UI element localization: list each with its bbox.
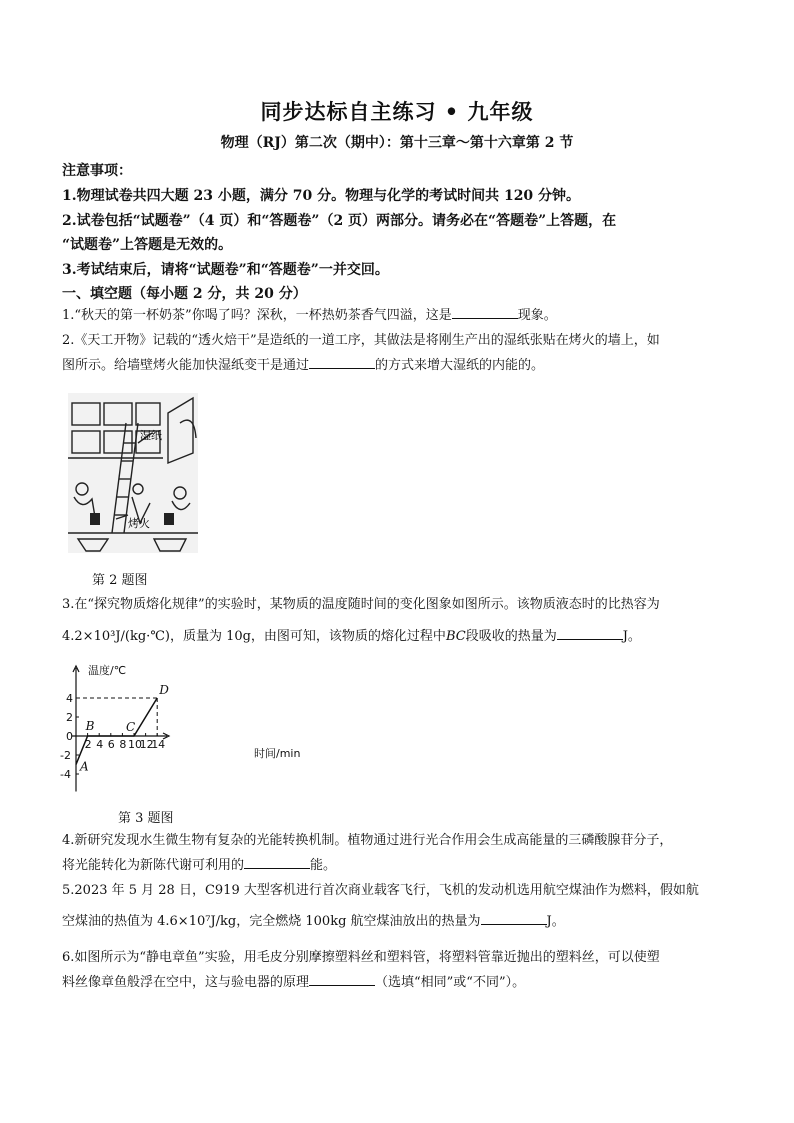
specific-heat-value: 4.2×10³J/(kg·℃) xyxy=(62,629,170,644)
chart-point-label-d: D xyxy=(159,683,169,697)
chart-x-tick-label: 14 xyxy=(151,738,166,751)
chart-point-label-c: C xyxy=(126,720,136,734)
chart-y-tick-label: -4 xyxy=(60,768,71,781)
question-1-tail: 现象。 xyxy=(517,308,557,323)
answer-blank-5[interactable] xyxy=(481,910,547,925)
chart-y-tick-label: 0 xyxy=(66,730,73,743)
chart-y-tick-label: 2 xyxy=(66,711,73,724)
question-3-tail: J。 xyxy=(622,629,641,644)
question-6-line-2 xyxy=(62,970,732,996)
question-5-text: 空煤油的热值为 4.6×10⁷J/kg，完全燃烧 100kg 航空煤油放出的热量为 xyxy=(62,914,481,929)
question-3-line-2 xyxy=(62,624,732,650)
question-4-line-2 xyxy=(62,853,732,879)
question-4-line-1: 4.新研究发现水生微生物有复杂的光能转换机制。植物通过进行光合作用会生成高能量的三磷酸腺苷分子， xyxy=(62,833,673,848)
notice-item-2: 2.试卷包括“试题卷”（4 页）和“答题卷”（2 页）两部分。请务必在“答题卷”上答题，在 xyxy=(62,213,617,229)
question-3-caption: 第 3 题图 xyxy=(118,811,174,826)
question-4-text: 将光能转化为新陈代谢可利用的 xyxy=(62,858,245,873)
notice-item-3: 3.考试结束后，请将“试题卷”和“答题卷”一并交回。 xyxy=(62,262,389,278)
question-2-figure xyxy=(68,393,198,553)
answer-blank-2[interactable] xyxy=(309,354,375,369)
section-heading: 一、填空题（每小题 2 分，共 20 分） xyxy=(62,286,307,302)
question-3-line-1: 3.在“探究物质熔化规律”的实验时，某物质的温度随时间的变化图象如图所示。该物质液态时的比热容为 xyxy=(62,597,660,612)
chart-x-tick-label: 4 xyxy=(96,738,104,751)
chart-x-tick-label: 2 xyxy=(84,738,92,751)
notice-item-1: 1.物理试卷共四大题 23 小题，满分 70 分。物理与化学的考试时间共 120 分钟。 xyxy=(62,188,581,204)
question-2-line-2 xyxy=(62,353,732,379)
chart-y-axis-label: 温度/℃ xyxy=(88,664,127,677)
temperature-time-chart xyxy=(58,660,318,800)
question-2-tail: 的方式来增大湿纸的内能的。 xyxy=(375,358,545,373)
answer-blank-6[interactable] xyxy=(309,971,375,986)
notice-item-2-cont: “试题卷”上答题是无效的。 xyxy=(62,237,233,253)
question-6-tail: （选填“相同”或“不同”）。 xyxy=(375,975,526,990)
page-subtitle: 物理（RJ）第二次（期中）：第十三章～第十六章第 2 节 xyxy=(220,135,574,151)
question-5-line-1: 5.2023 年 5 月 28 日，C919 大型客机进行首次商业载客飞行，飞机的发动机选用航空煤油作为燃料，假如航 xyxy=(62,883,699,898)
question-2-caption: 第 2 题图 xyxy=(92,573,148,588)
chart-x-tick-label: 10 xyxy=(128,738,142,751)
question-3-text: ，质量为 10g，由图可知，该物质的熔化过程中 xyxy=(169,629,446,644)
chart-y-tick-label: -2 xyxy=(60,749,71,762)
answer-blank-1[interactable] xyxy=(452,304,518,319)
chart-point-label-b: B xyxy=(85,719,95,733)
answer-blank-4[interactable] xyxy=(244,854,310,869)
question-2-line-1: 2.《天工开物》记载的“透火焙干”是造纸的一道工序，其做法是将刚生产出的湿纸张贴在烤火的墙上，如 xyxy=(62,333,660,348)
chart-x-tick-label: 6 xyxy=(107,738,115,751)
chart-x-tick-label: 8 xyxy=(119,738,127,751)
question-2-text: 图所示。给墙壁烤火能加快湿纸变干是通过 xyxy=(62,358,310,373)
figure-label-wet-paper: 湿纸 xyxy=(140,429,162,442)
page-title: 同步达标自主练习 • 九年级 xyxy=(260,99,534,124)
question-6-line-1: 6.如图所示为“静电章鱼”实验，用毛皮分别摩擦塑料丝和塑料管，将塑料管靠近抛出的塑料丝，可以使塑 xyxy=(62,950,660,965)
question-1-text: 1.“秋天的第一杯奶茶”你喝了吗？深秋，一杯热奶茶香气四溢，这是 xyxy=(62,308,452,323)
question-3-text-b: 段吸收的热量为 xyxy=(465,629,557,644)
chart-x-tick-label: 12 xyxy=(139,738,154,751)
question-5-line-2 xyxy=(62,909,732,935)
chart-point-label-a: A xyxy=(80,759,89,774)
segment-bc-label: BC xyxy=(445,629,466,644)
question-5-tail: J。 xyxy=(546,914,565,929)
answer-blank-3[interactable] xyxy=(557,625,623,640)
question-6-text: 料丝像章鱼般浮在空中，这与验电器的原理 xyxy=(62,975,310,990)
chart-x-axis-label: 时间/min xyxy=(254,747,301,760)
figure-label-fire: 烤火 xyxy=(128,517,150,530)
chart-y-tick-label: 4 xyxy=(66,692,73,705)
question-4-tail: 能。 xyxy=(310,858,337,873)
question-1 xyxy=(62,303,732,329)
notice-heading: 注意事项： xyxy=(62,163,132,179)
